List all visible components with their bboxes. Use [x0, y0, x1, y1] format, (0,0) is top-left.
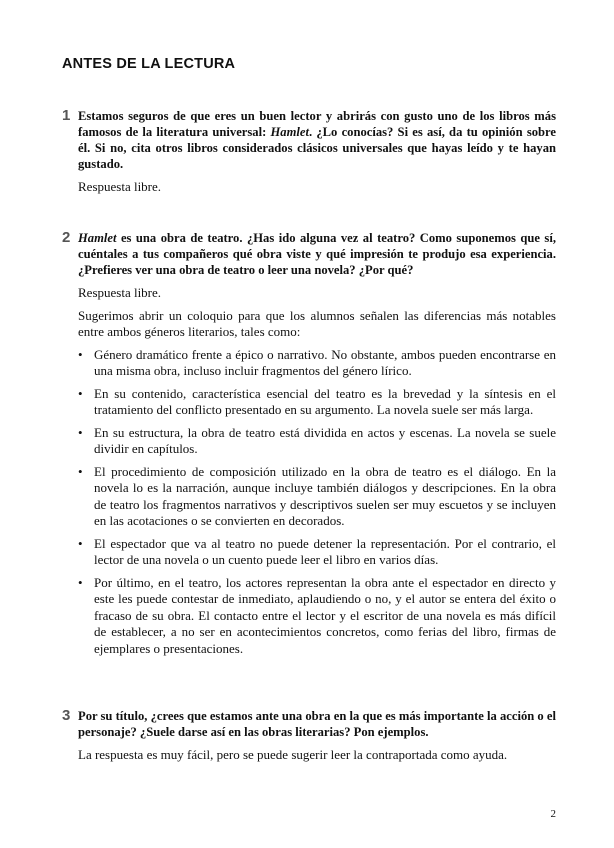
question-2	[62, 230, 556, 663]
question-number: 3	[62, 707, 71, 724]
list-item: • En su contenido, característica esencial del teatro es la brevedad y la síntesis en el tratamiento del conflicto presentado en su argumento. La novela suele ser más larga.	[78, 386, 556, 419]
list-item: • En su estructura, la obra de teatro está dividida en actos y escenas. La novela se suele dividir en capítulos.	[78, 425, 556, 458]
list-item: • Por último, en el teatro, los actores representan la obra ante el espectador en directo y este les puede contestar de inmediato, aplaudiendo o no, y el autor se entera del éxito o fracaso de su obra. El contacto entre el lector y el escritor de una novela es más difícil de establecer, a no ser en acontecimientos concretos, como ferias del libro, firmas de ejemplares o presentaciones.	[78, 575, 556, 658]
question-prompt: Hamlet es una obra de teatro. ¿Has ido alguna vez al teatro? Como suponemos que sí, cuéntales a tus compañeros qué obra viste y qué impresión te produjo esa experiencia. ¿Prefieres ver una obra de teatro o leer una novela? ¿Por qué?	[78, 231, 556, 277]
question-3	[62, 708, 556, 764]
list-item: • El espectador que va al teatro no puede detener la representación. Por el contrario, el lector de una novela o un cuento puede leer el libro en varios días.	[78, 536, 556, 569]
differences-list	[78, 347, 556, 658]
answer-text: Respuesta libre.	[78, 179, 162, 194]
list-item: • Género dramático frente a épico o narrativo. No obstante, ambos pueden encontrarse en una misma obra, incluso incluir fragmentos del género lírico.	[78, 347, 556, 380]
answer-text: La respuesta es muy fácil, pero se puede sugerir leer la contraportada como ayuda.	[78, 747, 508, 762]
question-1	[62, 108, 556, 196]
question-prompt: Estamos seguros de que eres un buen lector y abrirás con gusto uno de los libros más famosos de la literatura universal: Hamlet. ¿Lo conocías? Si es así, da tu opinión sobre él. Si no, cita otros libros considerados clásicos universales que hayas leído y te hayan gustado.	[78, 109, 556, 171]
answer-text: Respuesta libre.	[78, 285, 162, 300]
section-title: ANTES DE LA LECTURA	[62, 56, 236, 72]
page-number: 2	[550, 808, 556, 820]
question-number: 1	[62, 107, 71, 124]
intro-paragraph: Sugerimos abrir un coloquio para que los alumnos señalen las diferencias más notables entre ambos géneros literarios, tales como:	[78, 307, 556, 339]
question-number: 2	[62, 229, 71, 246]
list-item: • El procedimiento de composición utilizado en la obra de teatro es el diálogo. En la novela lo es la narración, aunque incluye también diálogos y descripciones. En la obra de teatro los fragmentos narrativos y descriptivos suelen ser muy escuetos y se incluyen en las acotaciones o se convierten en decorados.	[78, 464, 556, 530]
question-prompt: Por su título, ¿crees que estamos ante una obra en la que es más importante la acción o el personaje? ¿Suele darse así en las obras literarias? Pon ejemplos.	[78, 709, 556, 739]
